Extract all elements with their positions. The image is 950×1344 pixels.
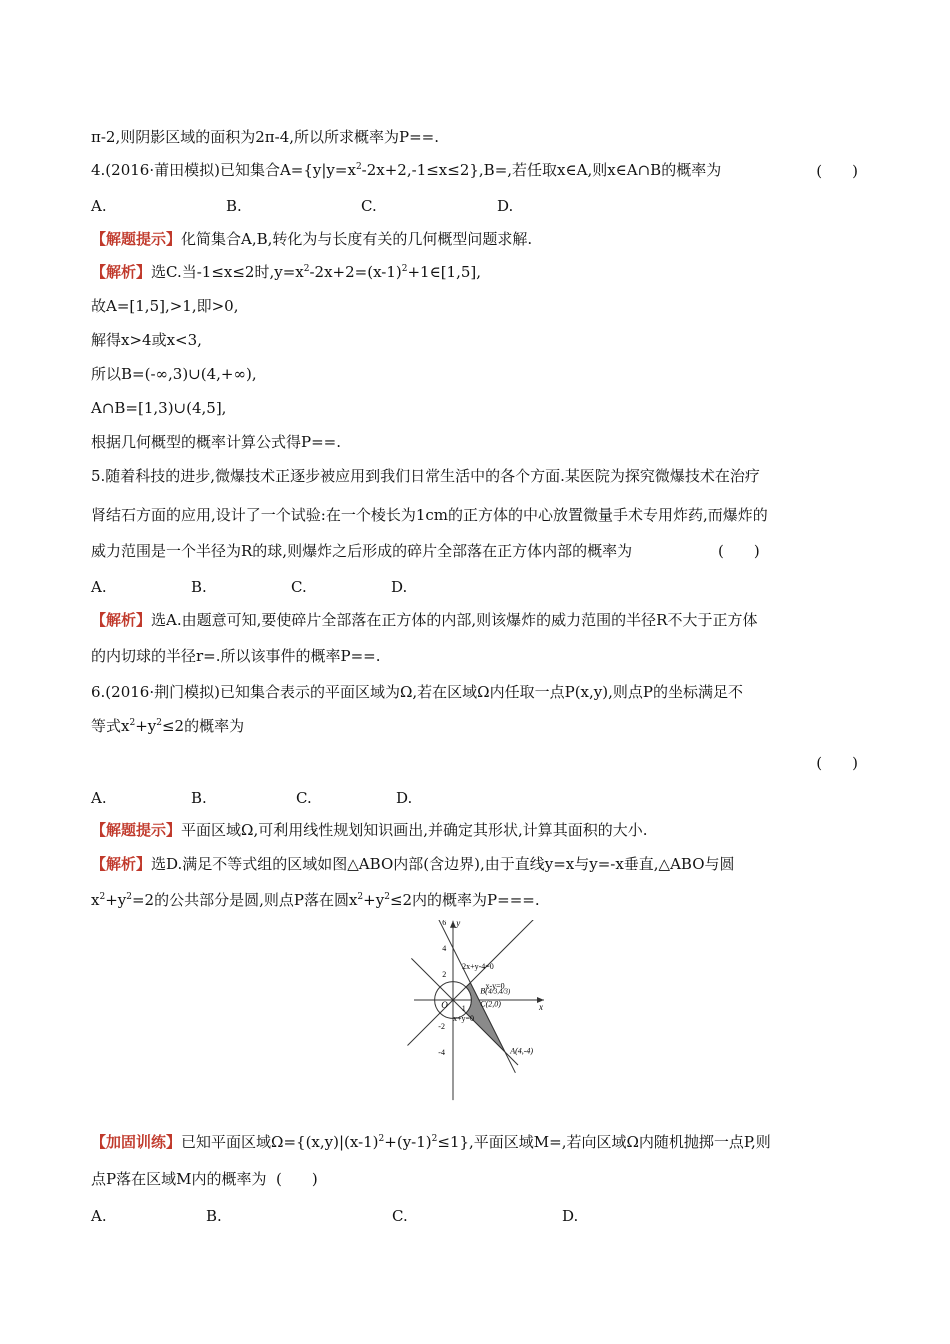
- point-b-label: B(: [480, 986, 488, 996]
- q4-options: [91, 196, 513, 216]
- exercise-tag: 【加固训练】: [91, 1133, 182, 1151]
- x-axis-label: x: [539, 1002, 543, 1013]
- q6-options: [91, 788, 412, 808]
- option-b: B.: [226, 197, 242, 215]
- line-2x-y-4: [439, 920, 516, 1073]
- option-b: B.: [191, 578, 207, 596]
- q5-solution-line: 的内切球的半径r=.所以该事件的概率P==.: [91, 647, 381, 665]
- option-c: C.: [392, 1207, 408, 1225]
- line-label: x-y=0: [485, 981, 505, 991]
- option-b: B.: [191, 789, 207, 807]
- text-line: π-2,则阴影区域的面积为2π-4,所以所求概率为P==.: [91, 128, 440, 146]
- q4-solution-line: 故A=[1,5],>1,即>0,: [91, 297, 239, 315]
- solution-tag: 【解析】: [91, 263, 152, 281]
- q4-solution-line: 所以B=(-∞,3)∪(4,+∞),: [91, 365, 257, 383]
- q6-stem: 6.(2016·荆门模拟)已知集合表示的平面区域为Ω,若在区域Ω内任取一点P(x,y),则点P的坐标满足不: [91, 683, 743, 701]
- option-d: D.: [562, 1207, 579, 1225]
- q4-solution-line: 根据几何概型的概率计算公式得P==.: [91, 433, 341, 451]
- exercise-stem: 点P落在区域M内的概率为 ( ): [91, 1170, 318, 1188]
- option-a: A.: [91, 789, 107, 807]
- q6-solution: 【解析】选D.满足不等式组的区域如图△ABO内部(含边界),由于直线y=x与y=-x垂直,△ABO与圆: [91, 855, 735, 873]
- q4-solution: 【解析】选C.当-1≤x≤2时$,y=x^2-2x+2=(x-1)^2+1\in[1,5]$,: [91, 263, 482, 281]
- tick-label: 2: [442, 970, 447, 979]
- q6-stem: 等式$x^2+y^2\le 2$的概率为: [91, 717, 245, 735]
- answer-paren: ( ): [816, 754, 858, 772]
- q5-stem: 肾结石方面的应用,设计了一个试验:在一个棱长为1cm的正方体的中心放置微量手术专用炸药,而爆炸的: [91, 506, 768, 524]
- solution-tag: 【解析】: [91, 611, 152, 629]
- q5-stem: 5.随着科技的进步,微爆技术正逐步被应用到我们日常生活中的各个方面.某医院为探究微爆技术在治疗: [91, 467, 760, 485]
- option-a: A.: [91, 197, 107, 215]
- line-label: 2x+y-4=0: [462, 961, 494, 971]
- answer-paren: ( ): [816, 162, 858, 180]
- y-axis-label: y: [456, 920, 461, 928]
- q6-solution-line: $x^2+y^2=2$的公共部分是圆,则点P落在圆$x^2+y^2\le 2$内的概率为P===.: [91, 891, 540, 909]
- option-a: A.: [91, 1207, 107, 1225]
- point-a-label: A(4,-4): [510, 1046, 534, 1056]
- q4-solution-line: 解得x>4或x<3,: [91, 331, 202, 349]
- option-c: C.: [361, 197, 377, 215]
- tick-label: 4: [442, 944, 447, 953]
- point-c-label: C(2,0): [480, 999, 501, 1009]
- line-x-y: [408, 920, 538, 1046]
- answer-paren: ( ): [718, 542, 760, 560]
- q4-hint: 【解题提示】化简集合A,B,转化为与长度有关的几何概型问题求解.: [91, 230, 533, 248]
- option-b: B.: [206, 1207, 222, 1225]
- y-axis-arrow: [450, 921, 456, 928]
- q4-stem: 4.(2016·莆田模拟)已知集合$A=\{y|y=x^2-2x+2,-1\le x\le 2\},B=$,若任取x∈A,则x∈A∩B的概率为: [91, 161, 722, 179]
- tick-label: 1: [461, 1003, 466, 1013]
- option-c: C.: [291, 578, 307, 596]
- hint-tag: 【解题提示】: [91, 230, 182, 248]
- q5-stem: 威力范围是一个半径为R的球,则爆炸之后形成的碎片全部落在正方体内部的概率为: [91, 542, 633, 560]
- tick-label: -2: [438, 1022, 445, 1031]
- q4-solution-line: A∩B=[1,3)∪(4,5],: [91, 399, 227, 417]
- q5-options: [91, 577, 407, 597]
- line-label: x+y=0: [453, 1013, 475, 1023]
- exercise-stem: 【加固训练】已知平面区域$\Omega=\{(x,y)|(x-1)^2+(y-1)^2\le 1\}$,平面区域M=,若向区域Ω内随机抛掷一点P,则: [91, 1133, 771, 1151]
- tick-label: -4: [438, 1048, 445, 1057]
- option-d: D.: [391, 578, 408, 596]
- option-a: A.: [91, 578, 107, 596]
- region-figure: [400, 920, 560, 1110]
- point-b-coords: 4/3,4/3): [488, 987, 511, 996]
- answer-paren: ( ): [276, 1170, 318, 1188]
- option-d: D.: [396, 789, 413, 807]
- option-c: C.: [296, 789, 312, 807]
- exercise-options: [91, 1206, 578, 1226]
- hint-tag: 【解题提示】: [91, 821, 182, 839]
- option-d: D.: [497, 197, 514, 215]
- solution-tag: 【解析】: [91, 855, 152, 873]
- q6-hint: 【解题提示】平面区域Ω,可利用线性规划知识画出,并确定其形状,计算其面积的大小.: [91, 821, 648, 839]
- origin-label: O: [441, 999, 448, 1010]
- q5-solution: 【解析】选A.由题意可知,要使碎片全部落在正方体的内部,则该爆炸的威力范围的半径R不大于正方体: [91, 611, 758, 629]
- tick-label: 6: [442, 920, 447, 927]
